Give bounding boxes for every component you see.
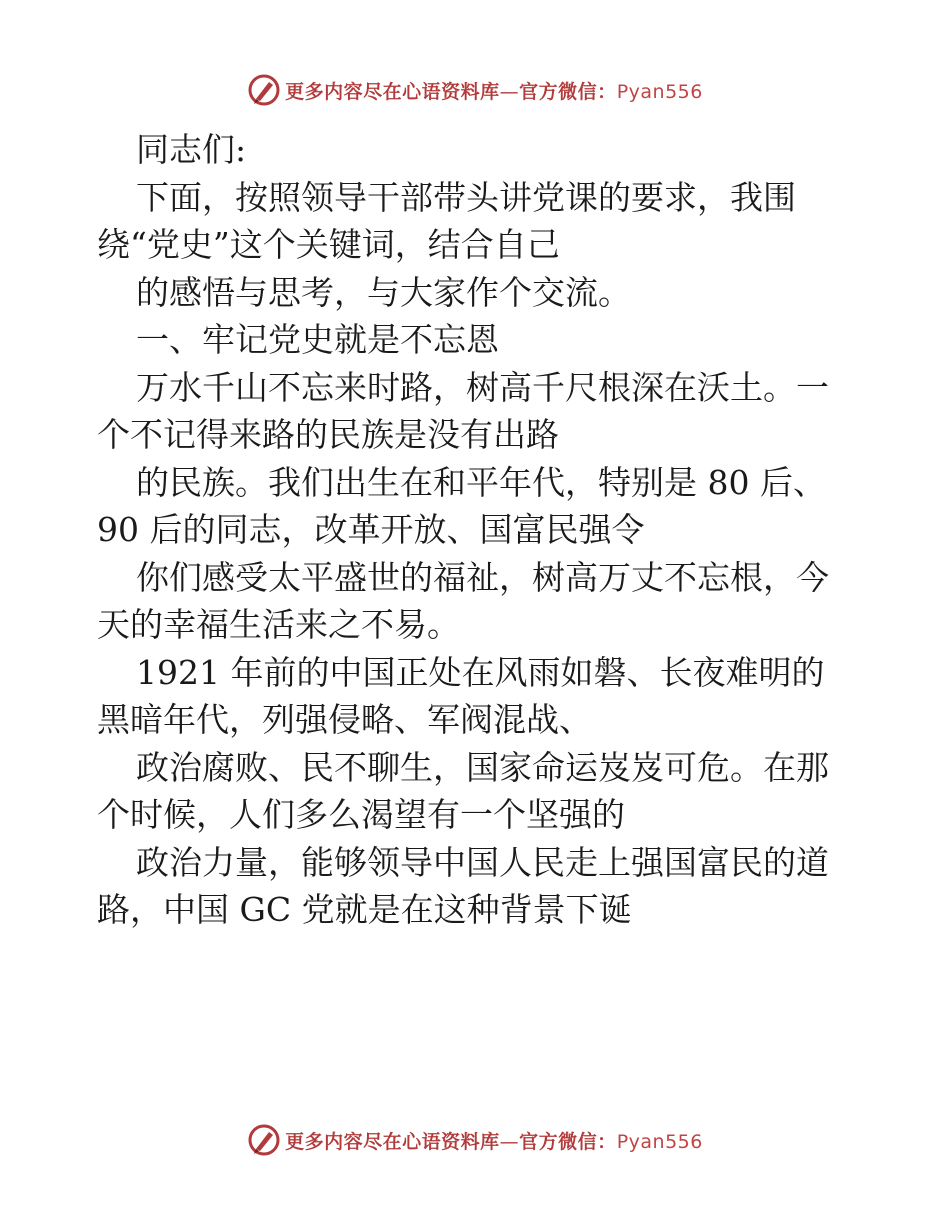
watermark-site-name: 更多内容尽在心语资料库 bbox=[285, 80, 500, 103]
section-heading: 一、牢记党史就是不忘恩 bbox=[136, 320, 499, 359]
paragraph-line: 下面，按照领导干部带头讲党课的要求，我围 bbox=[136, 177, 796, 217]
paragraph-line: 天的幸福生活来之不易。 bbox=[97, 605, 460, 644]
salutation-line: 同志们: bbox=[136, 130, 247, 169]
paragraph-line: 政治力量，能够领导中国人民走上强国富民的道 bbox=[136, 842, 829, 882]
paragraph-line: 绕“党史”这个关键词，结合自己 bbox=[97, 225, 560, 264]
quill-pen-logo-icon bbox=[247, 1123, 281, 1157]
watermark-wechat-id: Pyan556 bbox=[616, 80, 703, 103]
watermark-site-name: 更多内容尽在心语资料库 bbox=[285, 1130, 500, 1153]
watermark-wechat-label: 官方微信： bbox=[519, 1130, 617, 1153]
paragraph-line: 万水千山不忘来时路，树高千尺根深在沃土。一 bbox=[136, 367, 829, 407]
paragraph-line: 政治腐败、民不聊生，国家命运岌岌可危。在那 bbox=[136, 747, 829, 787]
document-body bbox=[97, 126, 857, 934]
paragraph-line: 黑暗年代，列强侵略、军阀混战、 bbox=[97, 700, 592, 739]
header-watermark bbox=[0, 70, 950, 110]
paragraph-line: 个不记得来路的民族是没有出路 bbox=[97, 415, 559, 454]
paragraph-line: 90 后的同志，改革开放、国富民强令 bbox=[97, 510, 645, 549]
watermark-text bbox=[285, 1127, 703, 1154]
watermark-wechat-id: Pyan556 bbox=[616, 1130, 703, 1153]
footer-watermark bbox=[0, 1120, 950, 1160]
paragraph-line: 你们感受太平盛世的福祉，树高万丈不忘根，今 bbox=[136, 557, 829, 597]
paragraph-line: 1921 年前的中国正处在风雨如磐、长夜难明的 bbox=[136, 652, 825, 692]
watermark-separator: — bbox=[499, 80, 520, 103]
watermark-text bbox=[285, 77, 703, 104]
watermark-separator: — bbox=[499, 1130, 520, 1153]
paragraph-line: 路，中国 GC 党就是在这种背景下诞 bbox=[97, 890, 632, 929]
paragraph-line: 的感悟与思考，与大家作个交流。 bbox=[136, 272, 631, 312]
paragraph-line: 个时候，人们多么渴望有一个坚强的 bbox=[97, 795, 625, 834]
watermark-wechat-label: 官方微信： bbox=[519, 80, 617, 103]
quill-pen-logo-icon bbox=[247, 73, 281, 107]
paragraph-line: 的民族。我们出生在和平年代，特别是 80 后、 bbox=[136, 462, 826, 502]
